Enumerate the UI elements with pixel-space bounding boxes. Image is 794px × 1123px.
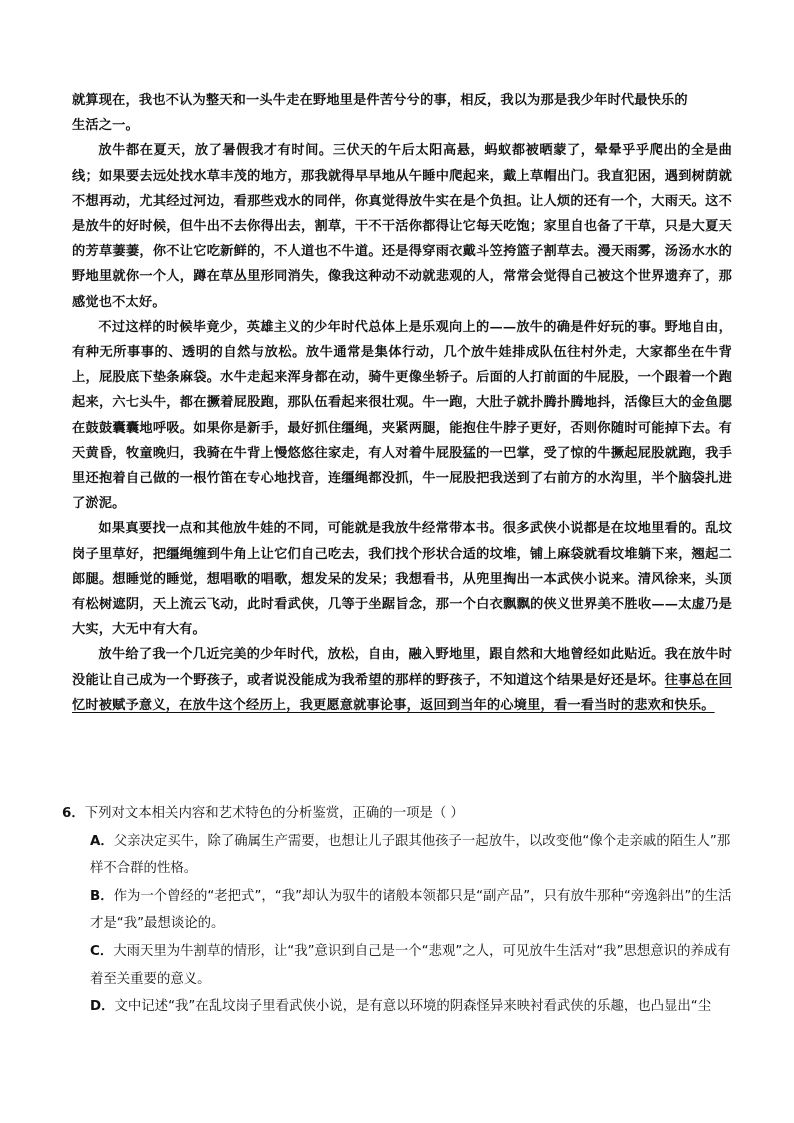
option-letter: B． (90, 888, 114, 904)
passage-paragraph-4 (72, 642, 732, 718)
option-b (62, 883, 742, 938)
passage-paragraph-1: 放牛都在夏天，放了暑假我才有时间。三伏天的午后太阳高悬，蚂蚁都被晒蒙了，晕晕乎乎爬出的全是曲线；如果要去远处找水草丰茂的地方，那我就得早早地从午睡中爬起来，戴上草帽出门。我直犯困，遇到树荫就不想再动，尤其经过河边，看那些戏水的同伴，你真觉得放牛实在是个负担。让人烦的还有一个，大雨天。这不是放牛的好时候，但牛出不去你得出去，割草，干不干活你都得让它每天吃饱；家里自也备了干草，只是大夏天的芳草萋萋，你不让它吃新鲜的，不人道也不牛道。还是得穿雨衣戴斗笠挎篮子割草去。漫天雨雾，汤汤水水的野地里就你一个人，蹲在草丛里形同消失，像我这种动不动就悲观的人，常常会觉得自己被这个世界遗弃了，那感觉也不太好。 (72, 143, 732, 310)
question-number: 6． (62, 806, 85, 821)
paragraph-text: 放牛给了我一个几近完美的少年时代，放松，自由，融入野地里，跟自然和大地曾经如此贴近。我在放牛时没能让自己成为一个野孩子，或者说没能成为我希望的那样的野孩子，不知道这个结果是好还是坏。 (72, 647, 732, 688)
passage-paragraph-3: 如果真要找一点和其他放牛娃的不同，可能就是我放牛经常带本书。很多武侠小说都是在坟地里看的。乱坟岗子里草好，把缰绳缠到牛角上让它们自己吃去，我们找个形状合适的坟堆，铺上麻袋就看坟堆躺下来，翘起二郎腿。想睡觉的睡觉，想唱歌的唱歌，想发呆的发呆；我想看书，从兜里掏出一本武侠小说来。清风徐来，头顶有松树遮阴，天上流云飞动，此时看武侠，几等于坐踞旨念，那一个白衣飘飘的侠义世界美不胜收——太虚乃是大实，大无中有大有。 (72, 521, 732, 638)
reading-passage (72, 88, 732, 718)
option-a (62, 828, 742, 883)
underlined-sentence: 往事总在回忆时被赋予意义，在放牛这个经历上，我更愿意就事论事，返回到当年的心境里，看一看当时的悲欢和快乐。 (72, 672, 733, 713)
passage-paragraph-0 (72, 88, 732, 138)
option-letter: A． (90, 833, 114, 849)
option-d (62, 993, 742, 1021)
passage-line: 生活之一。 (72, 118, 139, 134)
option-c (62, 938, 742, 993)
passage-line: 就算现在，我也不认为整天和一头牛走在野地里是件苦兮兮的事，相反，我以为那是我少年时代最快乐的 (72, 93, 688, 108)
option-letter: D． (90, 999, 115, 1015)
passage-paragraph-2: 不过这样的时候毕竟少，英雄主义的少年时代总体上是乐观向上的——放牛的确是件好玩的事。野地自由，有种无所事事的、透明的自然与放松。放牛通常是集体行动，几个放牛娃排成队伍往村外走，大家都坐在牛背上，屁股底下垫条麻袋。水牛走起来浑身都在动，骑牛更像坐轿子。后面的人打前面的牛屁股，一个跟着一个跑起来，六七头牛，都在撅着屁股跑，那队伍看起来很壮观。牛一跑，大肚子就扑腾扑腾地抖，活像巨大的金鱼腮在鼓鼓囊囊地呼吸。如果你是新手，最好抓住缰绳，夹紧两腿，能抱住牛脖子更好，否则你随时可能掉下去。有天黄昏，牧童晚归，我骑在牛背上慢悠悠往家走，有人对着牛屁股猛的一巴掌，受了惊的牛撅起屁股就跑，我手里还抱着自己做的一根竹笛在专心地找音，连缰绳都没抓，牛一屁股把我送到了右前方的水沟里，半个脑袋扎进了淤泥。 (72, 319, 732, 512)
question-6 (62, 800, 742, 1021)
option-text: 文中记述“我”在乱坟岗子里看武侠小说，是有意以环境的阴森怪异来映衬看武侠的乐趣，也凸显出“尘 (114, 999, 712, 1015)
question-stem (62, 800, 742, 828)
option-text: 作为一个曾经的“老把式”，“我”却认为驭牛的诸般本领都只是“副产品”，只有放牛那种“旁逸斜出”的生活才是“我”最想谈论的。 (90, 888, 732, 932)
question-text: 下列对文本相关内容和艺术特色的分析鉴赏，正确的一项是（ ） (84, 806, 464, 821)
option-letter: C． (90, 943, 114, 959)
option-text: 父亲决定买牛，除了确属生产需要，也想让儿子跟其他孩子一起放牛，以改变他“像个走亲戚的陌生人”那样不合群的性格。 (90, 833, 731, 877)
option-text: 大雨天里为牛割草的情形，让“我”意识到自己是一个“悲观”之人，可见放牛生活对“我”思想意识的养成有着至关重要的意义。 (90, 943, 731, 987)
